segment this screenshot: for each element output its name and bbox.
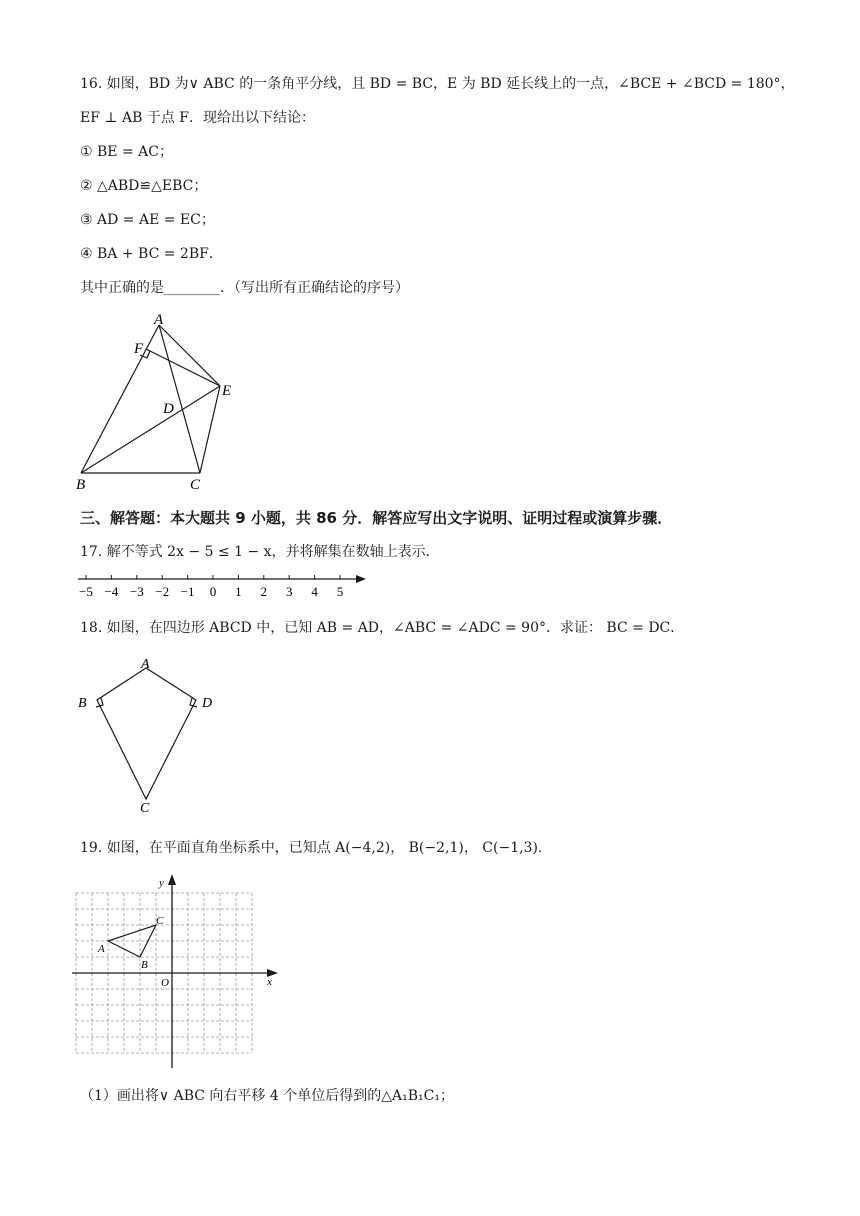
q16-figure (70, 305, 270, 495)
q17-number-line (74, 570, 374, 604)
q17-tick-label: 4 (311, 584, 318, 599)
q17-text: 17. 解不等式 2x − 5 ≤ 1 − x，并将解集在数轴上表示． (80, 544, 440, 560)
q19-point-B: B (141, 959, 148, 971)
q19-axis-x-label: x (267, 976, 272, 988)
q17-tick-label: −3 (129, 584, 144, 599)
q17-tick-label: 1 (235, 584, 242, 599)
q16-line2: EF ⊥ AB 于点 F．现给出以下结论： (80, 110, 316, 126)
q16-point-F: F (134, 341, 144, 357)
q18-figure (72, 652, 232, 817)
q19-axis-y-label: y (159, 877, 164, 889)
q16-point-B: B (76, 477, 86, 493)
q17-tick-label: 0 (209, 584, 217, 599)
q17-tick-label: −1 (180, 584, 195, 599)
q18-text: 18. 如图，在四边形 ABCD 中，已知 AB = AD，∠ABC = ∠ADC = 90°．求证： BC = DC． (80, 620, 685, 636)
q19-part1: （1）画出将∨ ABC 向右平移 4 个单位后得到的△A₁B₁C₁； (80, 1088, 454, 1104)
q18-point-C: C (140, 801, 150, 816)
q19-coordinate-grid (70, 872, 290, 1072)
q17-tick-label: −2 (155, 584, 170, 599)
q18-point-A: A (141, 657, 150, 672)
q18-point-B: B (78, 696, 87, 711)
q16-point-D: D (163, 401, 174, 417)
q17-tick-label: −5 (79, 584, 93, 599)
q16-point-E: E (222, 383, 232, 399)
q16-conclusion-4: ④ BA + BC = 2BF． (80, 246, 223, 262)
q19-point-C: C (156, 915, 164, 927)
q16-conclusion-3: ③ AD = AE = EC； (80, 212, 215, 228)
q16-conclusion-2: ② △ABD≌△EBC； (80, 178, 208, 194)
q16-ask: 其中正确的是________．（写出所有正确结论的序号） (80, 280, 409, 296)
q17-tick-label: 5 (336, 584, 344, 599)
section3-heading: 三、解答题：本大题共 9 小题，共 86 分．解答应写出文字说明、证明过程或演算步骤． (80, 509, 673, 527)
q16-conclusion-1: ① BE = AC； (80, 144, 173, 160)
q17-tick-label: 3 (285, 584, 293, 599)
q17-tick-label: −4 (104, 584, 119, 599)
q18-point-D: D (202, 696, 213, 711)
q16-point-C: C (190, 477, 201, 493)
q17-tick-label: 2 (260, 584, 268, 599)
q19-origin-label: O (161, 977, 169, 989)
q16-point-A: A (154, 312, 164, 328)
q19-point-A: A (98, 943, 105, 955)
q16-line1: 16. 如图，BD 为∨ ABC 的一条角平分线，且 BD = BC，E 为 BD 延长线上的一点，∠BCE + ∠BCD = 180°， (80, 76, 795, 92)
q19-text: 19. 如图，在平面直角坐标系中，已知点 A(−4,2)， B(−2,1)， C(−1,3)． (80, 840, 552, 856)
